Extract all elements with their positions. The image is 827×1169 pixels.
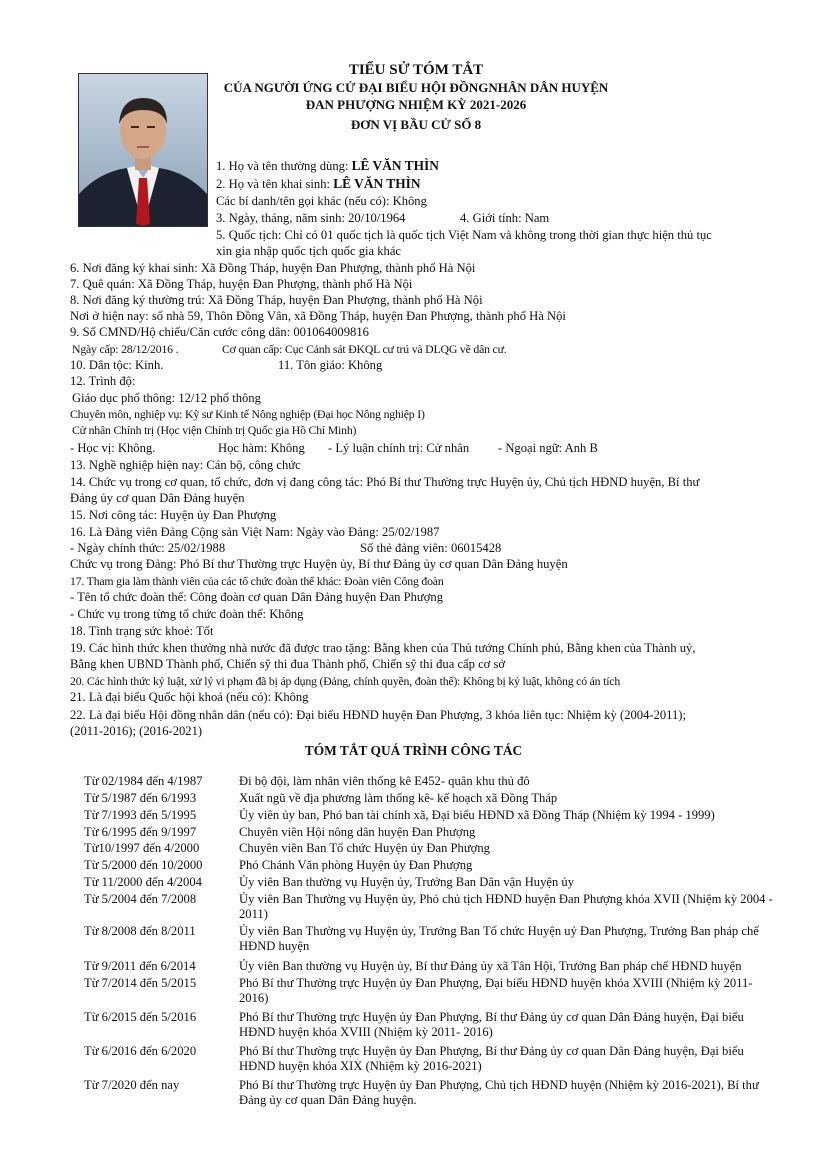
birthdate-line: 3. Ngày, tháng, năm sinh: 20/10/1964: [216, 211, 406, 225]
foreign-language: - Ngoại ngữ: Anh B: [498, 441, 598, 455]
permanent-residence-line: 8. Nơi đăng ký thường trú: Xã Đồng Tháp, huyện Đan Phượng, thành phố Hà Nội: [70, 293, 483, 307]
awards-line-2: Bằng khen UBND Thành phố, Chiến sỹ thi đua Thành phố, Chiến sỹ thi đua cấp cơ sở: [70, 657, 506, 671]
organization-position-line: - Chức vụ trong từng tổ chức đoàn thể: Không: [70, 607, 304, 621]
work-description: Phó Bí thư Thường trực Huyện ủy Đan Phượng, Chủ tịch HĐND huyện (Nhiệm kỳ 2016-2021), Bí thư Đảng ủy cơ quan Dân Đảng huyện.: [239, 1078, 759, 1107]
work-description: Phó Bí thư Thường trực Huyện ủy Đan Phượng, Đại biểu HĐND huyện khóa XVIII (Nhiệm kỳ 2011- 2016): [239, 976, 753, 1005]
common-name-label: 1. Họ và tên thường dùng:: [216, 159, 352, 173]
party-member-line: 16. Là Đảng viên Đảng Cộng sản Việt Nam: Ngày vào Đảng: 25/02/1987: [70, 525, 440, 539]
religion-line: 11. Tôn giáo: Không: [278, 358, 383, 372]
work-description: Phó Bí thư Thường trực Huyện ủy Đan Phượng, Bí thư Đảng ủy cơ quan Dân Đảng huyện, Đại biểu HĐND huyện khóa XVIII (Nhiệm kỳ 2011- 2016): [239, 1010, 744, 1039]
id-number-line: 9. Số CMND/Hộ chiếu/Căn cước công dân: 001064009816: [70, 325, 369, 339]
work-description: Chuyên viên Hội nông dân huyện Đan Phượng: [239, 825, 476, 839]
party-official-date: - Ngày chính thức: 25/02/1988: [70, 541, 226, 555]
work-description: Đi bộ đội, làm nhân viên thống kê E452- quân khu thủ đô: [239, 774, 530, 788]
hometown-line: 7. Quê quán: Xã Đồng Tháp, huyện Đan Phượng, thành phố Hà Nội: [70, 277, 413, 291]
work-description: Ủy viên Ban Thường vụ Huyện ủy, Trưởng Ban Tổ chức Huyện uỷ Đan Phượng, Trưởng Ban pháp chế HĐND huyện: [239, 924, 759, 953]
work-description: Phó Bí thư Thường trực Huyện ủy Đan Phượng, Bí thư Đảng ủy cơ quan Dân Đảng huyện, Đại biểu HĐND huyện khóa XIX (Nhiệm kỳ 2016-2021): [239, 1044, 744, 1073]
id-issue-date: Ngày cấp: 28/12/2016 .: [72, 342, 179, 356]
work-history-title: TÓM TẮT QUÁ TRÌNH CÔNG TÁC: [304, 743, 523, 758]
discipline-line: 20. Các hình thức kỷ luật, xử lý vi phạm đã bị áp dụng (Đảng, chính quyền, đoàn thể): Không bị kỷ luật, không có án tích: [70, 674, 621, 688]
birth-registration-line: 6. Nơi đăng ký khai sinh: Xã Đồng Tháp, huyện Đan Phượng, thành phố Hà Nội: [70, 261, 476, 275]
birth-name-label: 2. Họ và tên khai sinh:: [216, 177, 334, 191]
academic-title: Học hàm: Không: [218, 441, 305, 455]
work-period: Từ 7/1993 đến 5/1995: [84, 808, 197, 822]
nationality-line-1: 5. Quốc tịch: Chỉ có 01 quốc tịch là quốc tịch Việt Nam và không trong thời gian thực hiện thủ tục: [216, 228, 712, 242]
document-term: ĐAN PHƯỢNG NHIỆM KỲ 2021-2026: [305, 97, 527, 112]
position-line-2: Đảng ủy cơ quan Dân Đảng huyện: [70, 491, 245, 505]
candidate-photo: [78, 73, 208, 227]
work-description: Chuyên viên Ban Tổ chức Huyện ủy Đan Phượng: [239, 841, 490, 855]
organization-name-line: - Tên tổ chức đoàn thể: Công đoàn cơ quan Dân Đảng huyện Đan Phượng: [70, 590, 443, 604]
work-period: Từ 02/1984 đến 4/1987: [84, 774, 203, 788]
political-theory: - Lý luận chính trị: Cử nhân: [328, 441, 470, 455]
work-period: Từ 11/2000 đến 4/2004: [84, 875, 202, 889]
awards-line-1: 19. Các hình thức khen thưởng nhà nước đã được trao tặng: Bằng khen của Thủ tướng Chính phủ, Bằng khen của Thành uỷ,: [70, 641, 696, 655]
ethnicity-line: 10. Dân tộc: Kinh.: [70, 358, 164, 372]
birth-name-value: LÊ VĂN THÌN: [333, 176, 421, 191]
work-period: Từ 6/2015 đến 5/2016: [84, 1010, 197, 1024]
qualifications-heading: 12. Trình độ:: [70, 374, 136, 388]
work-period: Từ10/1997 đến 4/2000: [84, 841, 200, 855]
professional-qualification-line: Chuyên môn, nghiệp vụ: Kỹ sư Kinh tế Nông nghiệp (Đại học Nông nghiệp I): [70, 407, 425, 421]
work-description: Ủy viên ủy ban, Phó ban tài chính xã, Đại biểu HĐND xã Đồng Tháp (Nhiệm kỳ 1994 - 1999): [239, 808, 715, 822]
work-period: Từ 6/2016 đến 6/2020: [84, 1044, 197, 1058]
work-period: Từ 5/2004 đến 7/2008: [84, 892, 197, 906]
council-delegate-line-2: (2011-2016); (2016-2021): [70, 724, 203, 738]
document-title: TIỂU SỬ TÓM TẮT: [348, 62, 484, 78]
electoral-unit: ĐƠN VỊ BẦU CỬ SỐ 8: [350, 117, 482, 132]
work-period: Từ 7/2020 đến nay: [84, 1078, 180, 1092]
common-name-value: LÊ VĂN THÌN: [351, 158, 439, 173]
academic-degree: - Học vị: Không.: [70, 441, 156, 455]
work-period: Từ 5/1987 đến 6/1993: [84, 791, 197, 805]
work-period: Từ 7/2014 đến 5/2015: [84, 976, 197, 990]
work-period: Từ 5/2000 đến 10/2000: [84, 858, 203, 872]
council-delegate-line-1: 22. Là đại biểu Hội đồng nhân dân (nếu có): Đại biểu HĐND huyện Đan Phượng, 3 khóa liên tục: Nhiệm kỳ (2004-2011);: [70, 708, 686, 722]
gender-line: 4. Giới tính: Nam: [460, 211, 550, 225]
position-line-1: 14. Chức vụ trong cơ quan, tổ chức, đơn vị đang công tác: Phó Bí thư Thường trực Huyện ủy, Chủ tịch HĐND huyện, Bí thư: [70, 475, 700, 489]
occupation-line: 13. Nghề nghiệp hiện nay: Cán bộ, công chức: [70, 458, 301, 472]
work-description: Ủy viên Ban Thường vụ Huyện ủy, Phó chủ tịch HĐND huyện Đan Phượng khóa XVII (Nhiệm kỳ 2004 - 2011): [239, 892, 773, 921]
work-period: Từ 8/2008 đến 8/2011: [84, 924, 196, 938]
work-description: Phó Chánh Văn phòng Huyện ủy Đan Phượng: [239, 858, 473, 872]
work-period: Từ 9/2011 đến 6/2014: [84, 959, 196, 973]
current-residence-line: Nơi ở hiện nay: số nhà 59, Thôn Đồng Vân, xã Đồng Tháp, huyện Đan Phượng, thành phố Hà Nội: [70, 309, 566, 323]
general-education-line: Giáo dục phổ thông: 12/12 phổ thông: [72, 391, 261, 405]
political-degree-line: Cử nhân Chính trị (Học viện Chính trị Quốc gia Hồ Chí Minh): [72, 423, 357, 437]
document-subtitle: CỦA NGƯỜI ỨNG CỬ ĐẠI BIỂU HỘI ĐỒNGNHÂN DÂN HUYỆN: [223, 80, 609, 95]
party-position-line: Chức vụ trong Đảng: Phó Bí thư Thường trực Huyện ủy, Bí thư Đảng ủy cơ quan Dân Đảng huyện: [70, 557, 568, 571]
party-card-number: Số thẻ đảng viên: 06015428: [360, 541, 502, 555]
organization-membership-line: 17. Tham gia làm thành viên của các tổ chức đoàn thể khác: Đoàn viên Công đoàn: [70, 574, 444, 588]
common-name-line: [216, 158, 439, 174]
id-issuing-authority: Cơ quan cấp: Cục Cảnh sát ĐKQL cư trú và DLQG về dân cư.: [222, 342, 507, 356]
nationality-line-2: xin gia nhập quốc tịch quốc gia khác: [216, 244, 402, 258]
health-line: 18. Tình trạng sức khoẻ: Tốt: [70, 624, 214, 638]
portrait-image: [79, 74, 207, 226]
workplace-line: 15. Nơi công tác: Huyện ủy Đan Phượng: [70, 508, 277, 522]
work-description: Ủy viên Ban thường vụ Huyện ủy, Bí thư Đảng ủy xã Tân Hội, Trưởng Ban pháp chế HĐND huyện: [239, 959, 742, 973]
birth-name-line: [216, 176, 421, 192]
work-description: Xuất ngũ về địa phương làm thống kê- kế hoạch xã Đồng Tháp: [239, 791, 558, 805]
work-description: Ủy viên Ban thường vụ Huyện ủy, Trưởng Ban Dân vận Huyện ủy: [239, 875, 575, 889]
national-assembly-line: 21. Là đại biểu Quốc hội khoá (nếu có): Không: [70, 690, 309, 704]
work-period: Từ 6/1995 đến 9/1997: [84, 825, 197, 839]
aliases-line: Các bí danh/tên gọi khác (nếu có): Không: [216, 194, 427, 208]
